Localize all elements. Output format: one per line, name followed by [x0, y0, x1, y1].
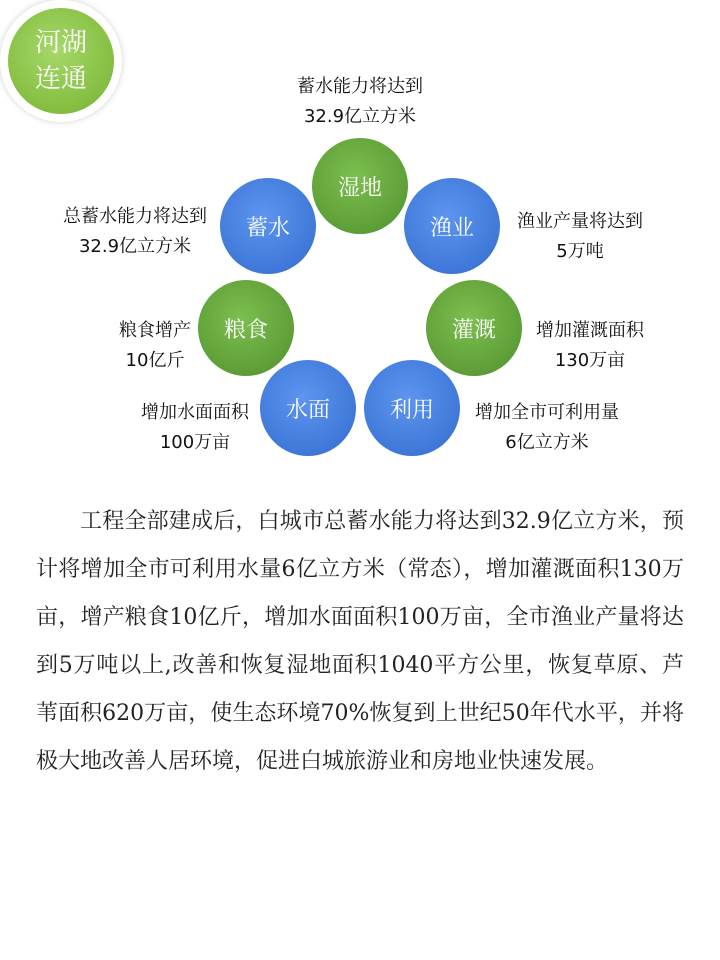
caption-line: 渔业产量将达到: [517, 211, 643, 232]
caption-water-surface: [120, 398, 270, 458]
caption-value: 100万亩: [159, 432, 231, 453]
caption-value: 32.9亿立方米: [78, 236, 192, 257]
node-water-surface: [260, 360, 356, 456]
caption-line: 蓄水能力将达到: [297, 76, 423, 97]
node-label: 粮食: [223, 317, 268, 343]
node-storage: [220, 178, 316, 274]
node-grain: [198, 280, 294, 376]
center-node: [0, 0, 122, 122]
caption-value: 10亿斤: [125, 350, 185, 371]
caption-value: 32.9亿立方米: [303, 106, 417, 127]
caption-storage: [40, 202, 230, 262]
center-label-line1: 河湖: [34, 28, 87, 58]
caption-wetland: [270, 72, 450, 132]
caption-line: 增加全市可利用量: [475, 402, 619, 423]
caption-value: 6亿立方米: [505, 432, 589, 453]
node-label: 水面: [285, 397, 330, 423]
caption-line: 总蓄水能力将达到: [63, 206, 207, 227]
caption-grain: [100, 316, 210, 376]
node-wetland: [312, 138, 408, 234]
node-label: 蓄水: [245, 215, 290, 241]
node-utilization: [364, 360, 460, 456]
node-label: 渔业: [429, 215, 474, 241]
node-label: 湿地: [337, 175, 382, 201]
body-paragraph: 工程全部建成后，白城市总蓄水能力将达到32.9亿立方米，预计将增加全市可利用水量6亿立方米（常态），增加灌溉面积130万亩，增产粮食10亿斤，增加水面面积100万亩，全市渔业产量将达到5万吨以上,改善和恢复湿地面积1040平方公里，恢复草原、芦苇面积620万亩，使生态环境70%恢复到上世纪50年代水平，并将极大地改善人居环境，促进白城旅游业和房地业快速发展。: [36, 509, 684, 774]
center-label-line2: 连通: [34, 64, 87, 94]
caption-utilization: [452, 398, 642, 458]
node-label: 利用: [389, 397, 434, 423]
caption-irrigation: [515, 316, 665, 376]
node-irrigation: [426, 280, 522, 376]
caption-value: 5万吨: [556, 241, 604, 262]
caption-fishery: [500, 207, 660, 267]
caption-value: 130万亩: [554, 350, 626, 371]
caption-line: 增加水面面积: [141, 402, 249, 423]
caption-line: 粮食增产: [119, 320, 191, 341]
node-label: 灌溉: [451, 317, 496, 343]
caption-line: 增加灌溉面积: [536, 320, 644, 341]
center-node-fill: [8, 8, 114, 114]
node-fishery: [404, 178, 500, 274]
